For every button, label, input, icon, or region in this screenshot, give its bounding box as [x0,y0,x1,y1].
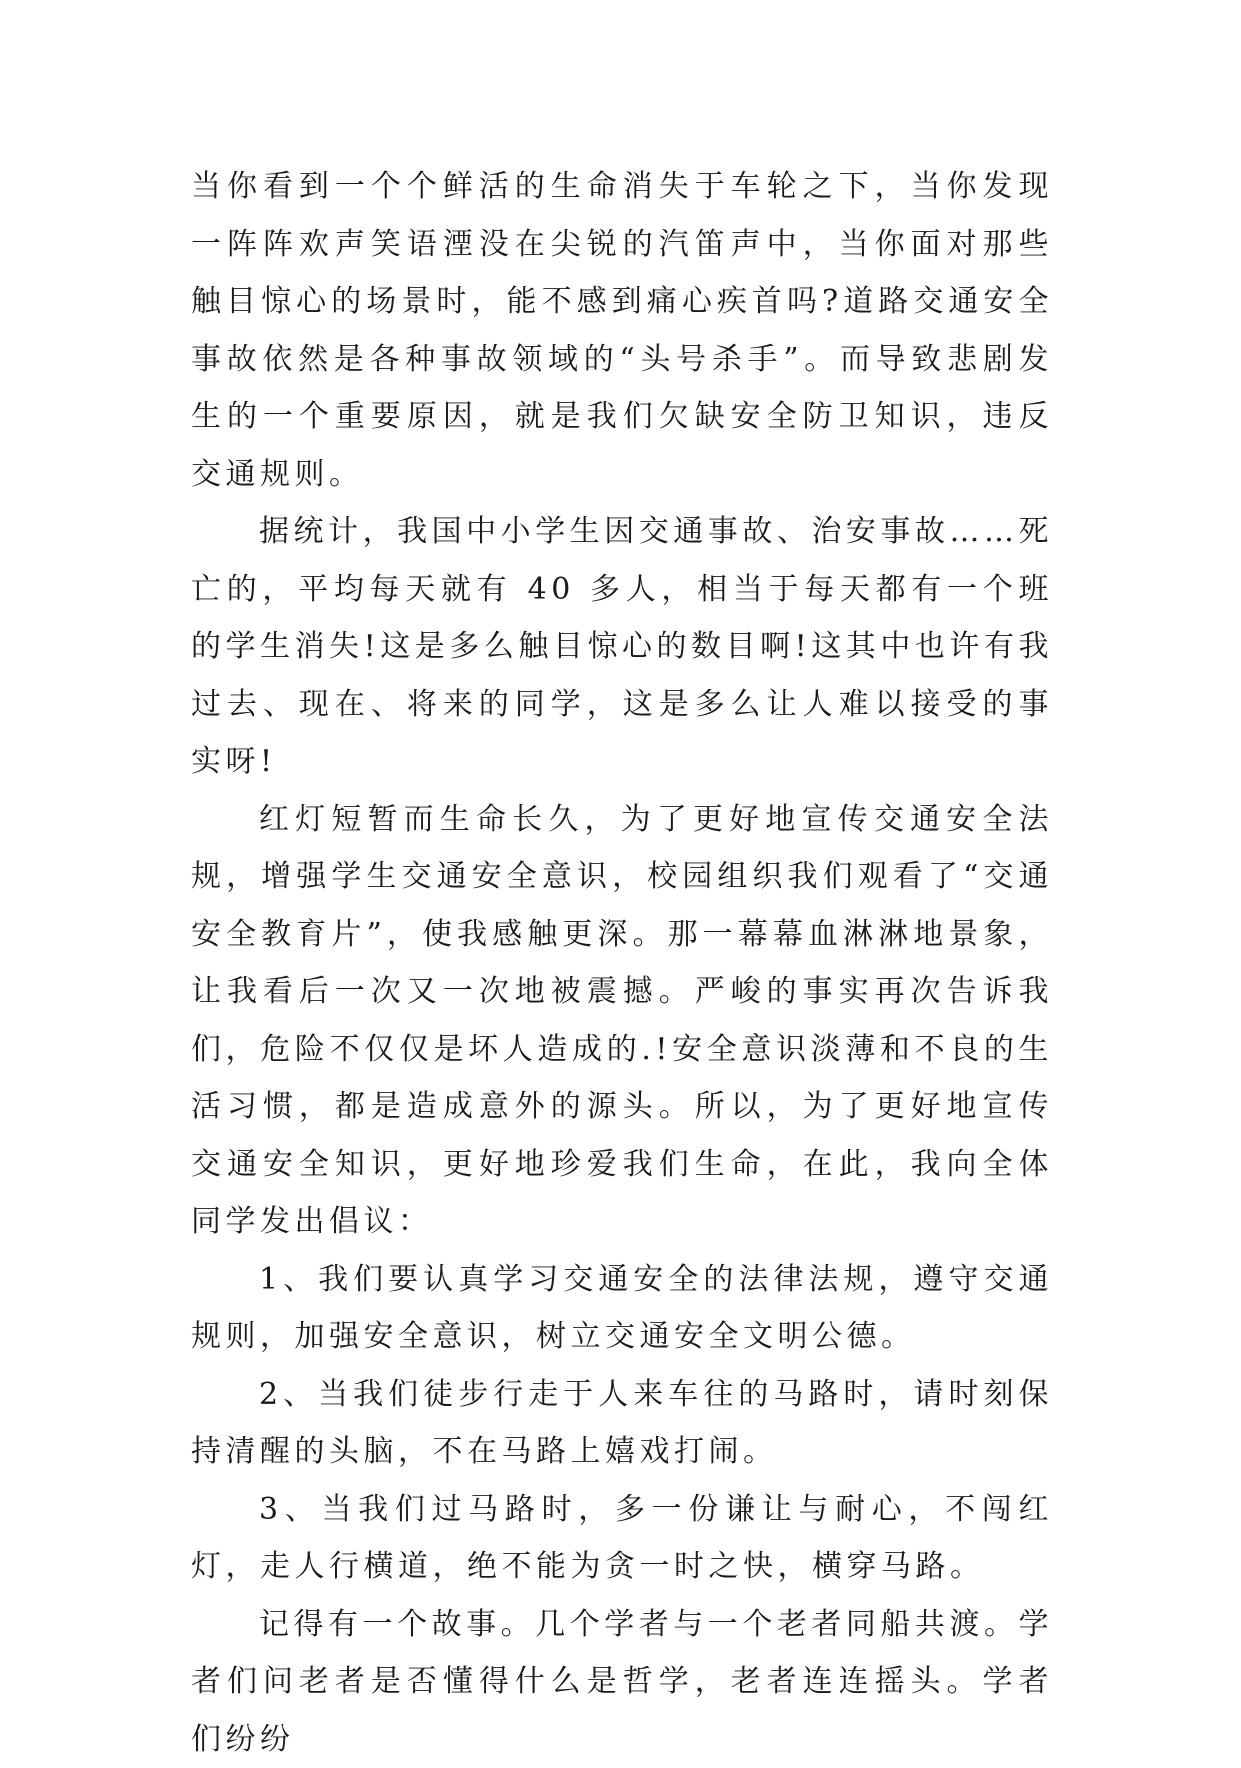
paragraph-proposal-3: 3、当我们过马路时，多一份谦让与耐心，不闯红灯，走人行横道，绝不能为贪一时之快，横穿马路。 [191,1481,1053,1596]
paragraph-education-film: 红灯短暂而生命长久，为了更好地宣传交通安全法规，增强学生交通安全意识，校园组织我们观看了“交通安全教育片”，使我感触更深。那一幕幕血淋淋地景象，让我看后一次又一次地被震撼。严峻的事实再次告诉我们，危险不仅仅是坏人造成的.!安全意识淡薄和不良的生活习惯，都是造成意外的源头。所以，为了更好地宣传交通安全知识，更好地珍爱我们生命，在此，我向全体同学发出倡议： [191,791,1053,1251]
paragraph-story: 记得有一个故事。几个学者与一个老者同船共渡。学者们问老者是否懂得什么是哲学，老者连连摇头。学者们纷纷 [191,1596,1053,1768]
paragraph-intro: 当你看到一个个鲜活的生命消失于车轮之下，当你发现一阵阵欢声笑语湮没在尖锐的汽笛声中，当你面对那些触目惊心的场景时，能不感到痛心疾首吗?道路交通安全事故依然是各种事故领域的“头号杀手”。而导致悲剧发生的一个重要原因，就是我们欠缺安全防卫知识，违反交通规则。 [191,158,1053,503]
paragraph-proposal-1: 1、我们要认真学习交通安全的法律法规，遵守交通规则，加强安全意识，树立交通安全文明公德。 [191,1251,1053,1366]
document-body [191,158,1053,1768]
paragraph-statistics: 据统计，我国中小学生因交通事故、治安事故……死亡的，平均每天就有 40 多人，相当于每天都有一个班的学生消失!这是多么触目惊心的数目啊!这其中也许有我过去、现在、将来的同学，这是多么让人难以接受的事实呀! [191,503,1053,791]
paragraph-proposal-2: 2、当我们徒步行走于人来车往的马路时，请时刻保持清醒的头脑，不在马路上嬉戏打闹。 [191,1366,1053,1481]
